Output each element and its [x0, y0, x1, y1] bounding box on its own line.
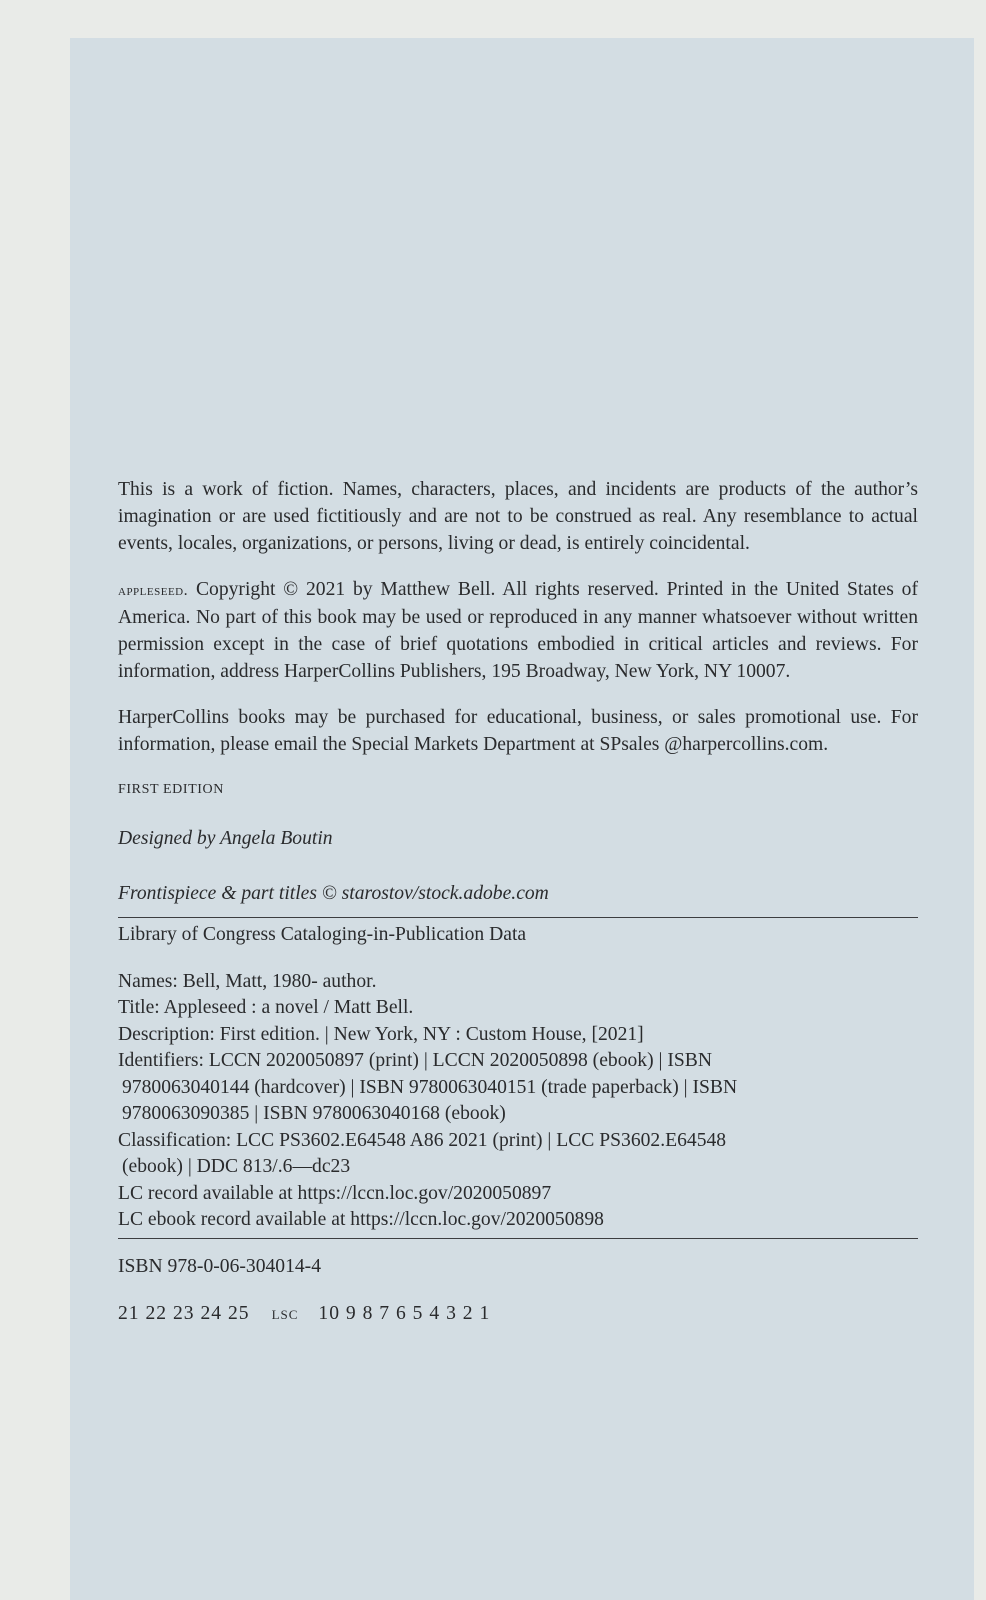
- cip-lc-record: LC record available at https://lccn.loc.gov/2020050897: [118, 1182, 552, 1204]
- cip-title: Title: Appleseed : a novel / Matt Bell.: [118, 997, 414, 1018]
- cip-top-rule: [118, 917, 918, 918]
- copyright-text: Copyright © 2021 by Matthew Bell. All rights reserved. Printed in the United States of America. No part of this book may be used or reproduced in any manner whatsoever without written permission except in the case of brief quotations embodied in critical articles and reviews. For information, address HarperCollins Publishers, 195 Broadway, New York, NY 10007.: [118, 579, 918, 682]
- cip-names: Names: Bell, Matt, 1980- author.: [118, 970, 377, 992]
- cip-identifiers-cont: 9780063090385 | ISBN 9780063040168 (ebook): [122, 1103, 506, 1124]
- cip-block: [118, 922, 918, 1234]
- copyright-page-content: [118, 476, 918, 1328]
- special-sales-notice: HarperCollins books may be purchased for educational, business, or sales promotional use. For information, please email the Special Markets Department at SPsales @harpercollins.com.: [118, 707, 918, 755]
- cip-classification-cont: (ebook) | DDC 813/.6—dc23: [122, 1156, 351, 1177]
- cip-identifiers: Identifiers: LCCN 2020050897 (print) | LCCN 2020050898 (ebook) | ISBN: [118, 1050, 712, 1071]
- fiction-disclaimer: This is a work of fiction. Names, characters, places, and incidents are products of the author’s imagination or are used fictitiously and are not to be construed as real. Any resemblance to actual events, locales, organizations, or persons, living or dead, is entirely coincidental.: [118, 479, 918, 554]
- isbn-number: ISBN 978-0-06-304014-4: [118, 1255, 321, 1277]
- cip-bottom-rule: [118, 1238, 918, 1239]
- cip-identifiers-cont: 9780063040144 (hardcover) | ISBN 9780063040151 (trade paperback) | ISBN: [122, 1076, 738, 1098]
- cip-description: Description: First edition. | New York, NY : Custom House, [2021]: [118, 1023, 644, 1045]
- printing-line: [118, 1300, 918, 1328]
- book-title-smallcaps: appleseed.: [118, 582, 189, 599]
- impression-numbers: 10 9 8 7 6 5 4 3 2 1: [318, 1302, 491, 1324]
- printer-code: LSC: [271, 1306, 299, 1322]
- copyright-notice: [118, 576, 918, 685]
- cip-heading: Library of Congress Cataloging-in-Publication Data: [118, 924, 527, 945]
- edition-label: FIRST EDITION: [118, 782, 224, 797]
- print-years: 21 22 23 24 25: [118, 1302, 250, 1324]
- designer-credit: Designed by Angela Boutin: [118, 828, 333, 849]
- cip-lc-ebook-record: LC ebook record available at https://lccn.loc.gov/2020050898: [118, 1209, 604, 1230]
- cip-classification: Classification: LCC PS3602.E64548 A86 2021 (print) | LCC PS3602.E64548: [118, 1129, 727, 1151]
- frontispiece-credit: Frontispiece & part titles © starostov/stock.adobe.com: [118, 883, 549, 904]
